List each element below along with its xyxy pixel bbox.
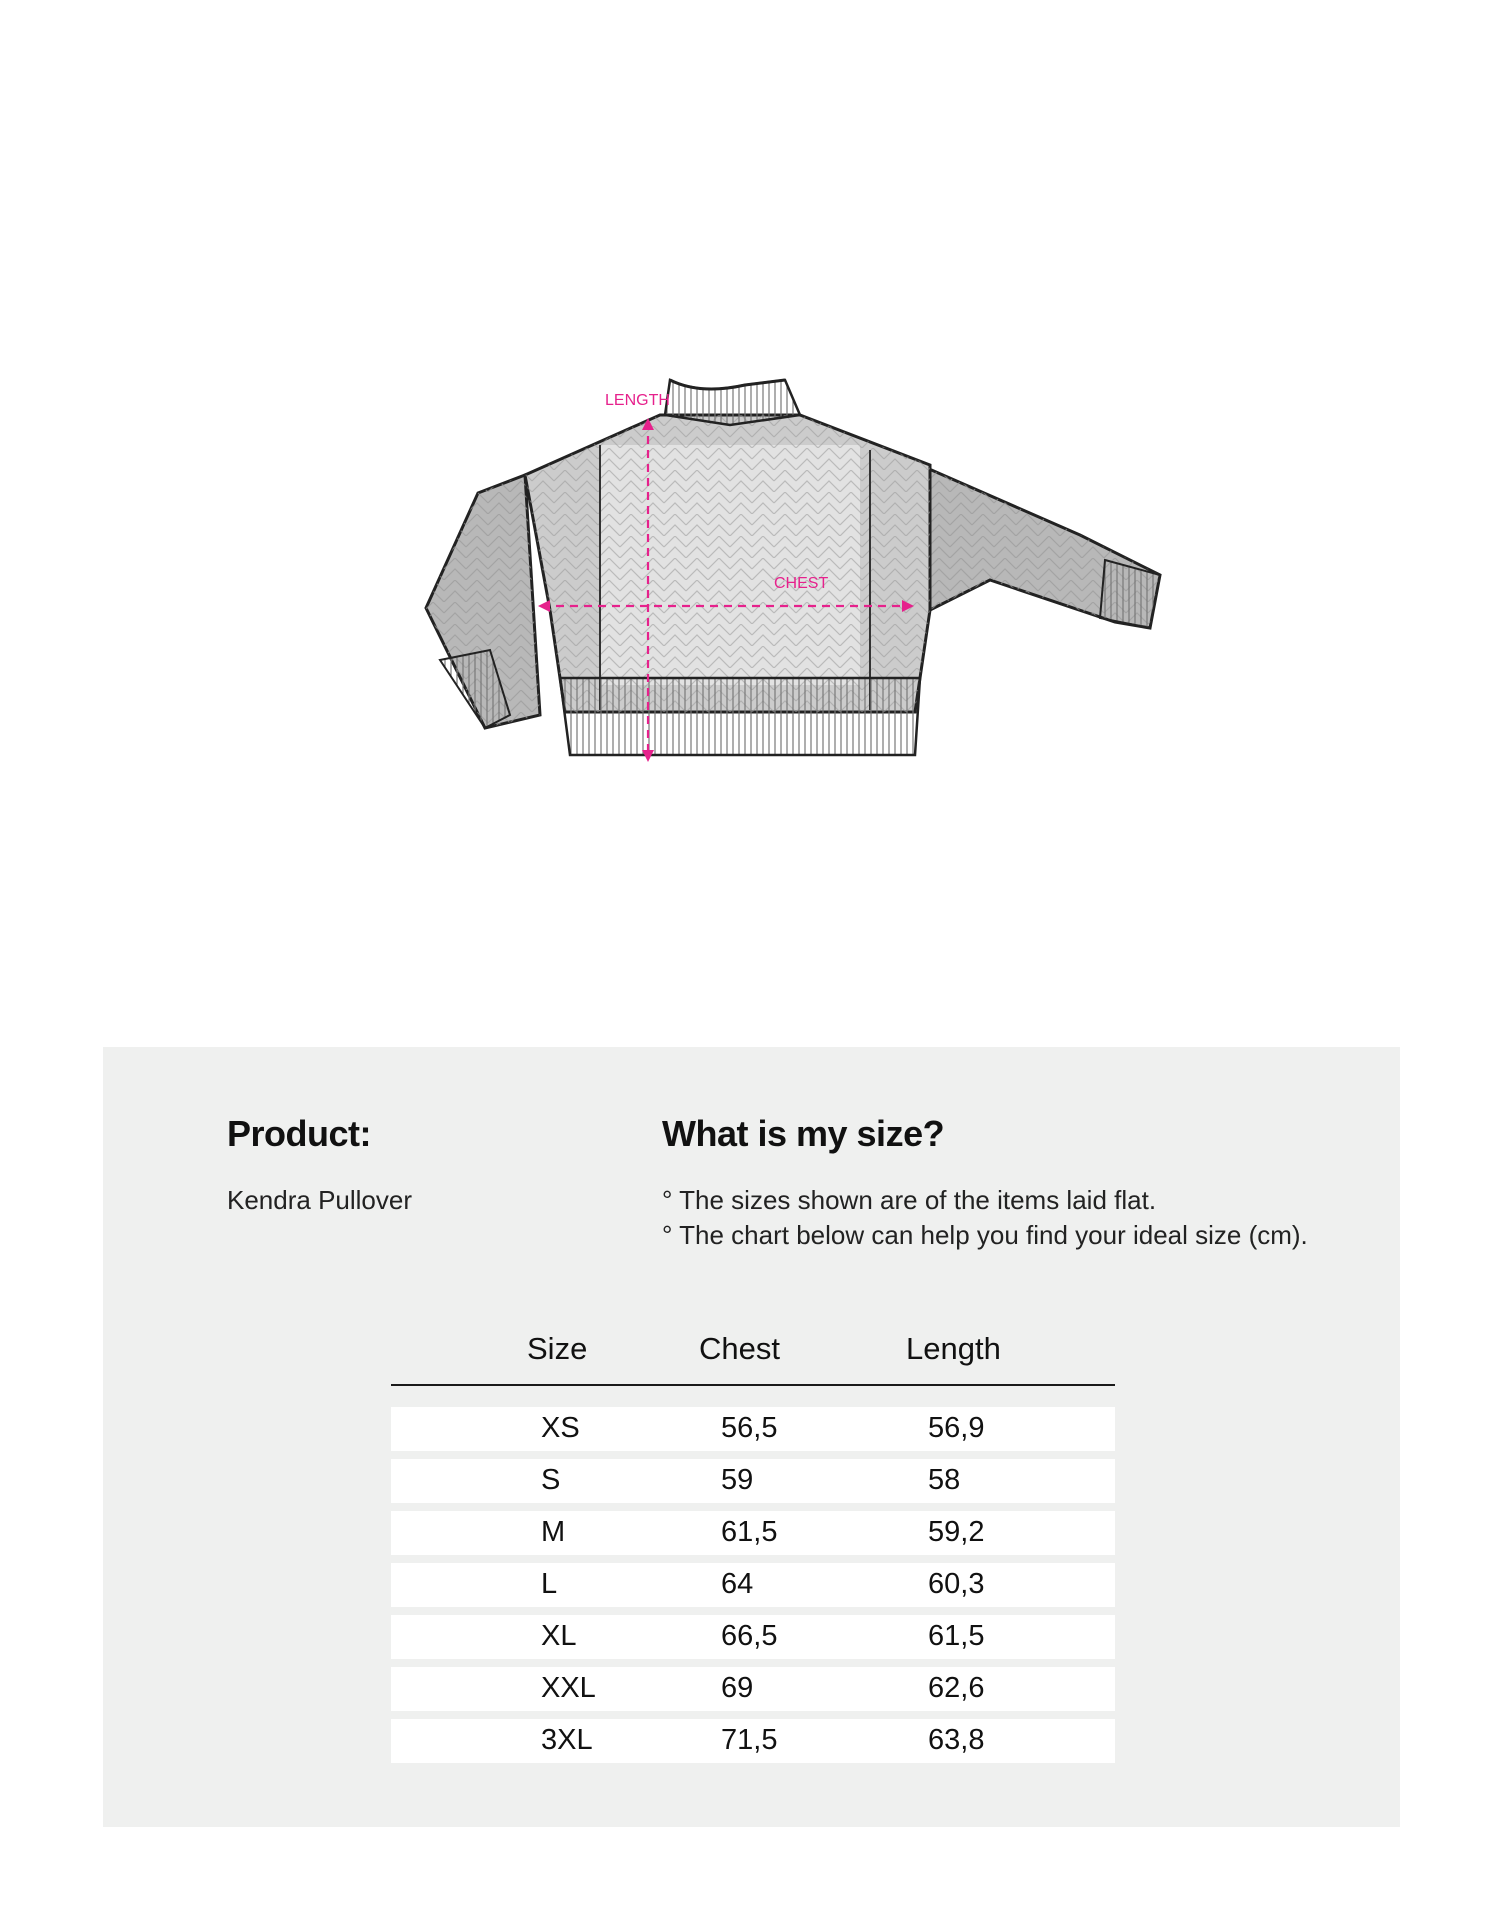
sweater-measurement-diagram <box>400 360 1180 780</box>
size-help-heading: What is my size? <box>662 1113 945 1154</box>
table-row <box>391 1563 1115 1607</box>
cell-size: XL <box>541 1620 577 1652</box>
cell-chest: 59 <box>721 1464 754 1496</box>
product-name: Kendra Pullover <box>227 1185 412 1215</box>
size-table-body <box>391 1407 1115 1771</box>
cell-length: 60,3 <box>928 1568 985 1600</box>
header-length: Length <box>906 1331 1001 1366</box>
cell-chest: 69 <box>721 1672 754 1704</box>
cell-size: XXL <box>541 1672 596 1704</box>
product-heading: Product: <box>227 1113 371 1154</box>
header-size: Size <box>527 1331 588 1366</box>
cell-length: 58 <box>928 1464 961 1496</box>
cell-length: 62,6 <box>928 1672 985 1704</box>
table-row <box>391 1719 1115 1763</box>
size-table-header <box>391 1331 1115 1377</box>
length-label: LENGTH <box>605 392 670 409</box>
cell-chest: 56,5 <box>721 1412 778 1444</box>
cell-length: 56,9 <box>928 1412 985 1444</box>
table-divider <box>391 1384 1115 1386</box>
size-guide-panel <box>103 1047 1400 1827</box>
cell-length: 61,5 <box>928 1620 985 1652</box>
cell-size: 3XL <box>541 1724 593 1756</box>
size-note: ° The chart below can help you find your ideal size (cm). <box>662 1220 1308 1250</box>
cell-size: L <box>541 1568 558 1600</box>
cell-length: 59,2 <box>928 1516 985 1548</box>
cell-chest: 66,5 <box>721 1620 778 1652</box>
table-row <box>391 1511 1115 1555</box>
table-row <box>391 1459 1115 1503</box>
cell-size: S <box>541 1464 561 1496</box>
size-note: ° The sizes shown are of the items laid flat. <box>662 1185 1157 1215</box>
cell-length: 63,8 <box>928 1724 985 1756</box>
table-row <box>391 1667 1115 1711</box>
table-row <box>391 1407 1115 1451</box>
cell-chest: 61,5 <box>721 1516 778 1548</box>
chest-label: CHEST <box>774 575 829 592</box>
cell-chest: 64 <box>721 1568 754 1600</box>
table-row <box>391 1615 1115 1659</box>
cell-size: M <box>541 1516 566 1548</box>
cell-size: XS <box>541 1412 580 1444</box>
cell-chest: 71,5 <box>721 1724 778 1756</box>
header-chest: Chest <box>699 1331 780 1366</box>
